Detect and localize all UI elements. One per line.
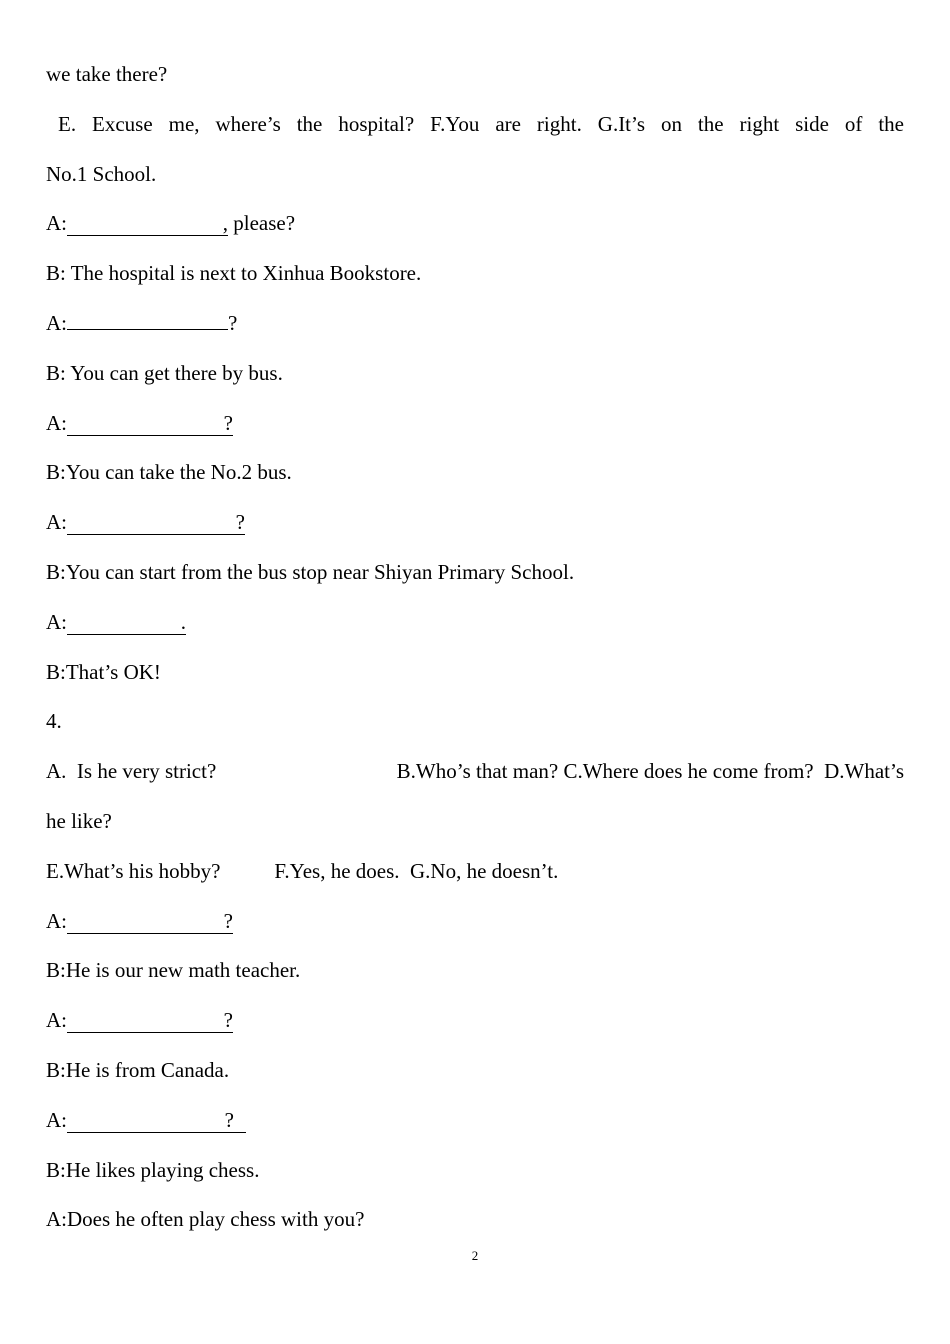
answer-options-line bbox=[46, 747, 904, 797]
dialogue-line: B: You can get there by bus. bbox=[46, 360, 283, 385]
speaker-label: A: bbox=[46, 908, 67, 933]
speaker-label: A: bbox=[46, 1008, 67, 1033]
options-f-g: F.Yes, he does. G.No, he doesn’t. bbox=[274, 858, 559, 883]
speaker-label: A: bbox=[46, 410, 67, 435]
dialogue-line: B:He is from Canada. bbox=[46, 1057, 230, 1082]
dialogue-line: B:You can take the No.2 bus. bbox=[46, 460, 292, 485]
dialogue-line bbox=[46, 498, 904, 548]
answer-options-line bbox=[46, 847, 904, 897]
dialogue-line bbox=[46, 299, 904, 349]
dialogue-line: B:He is our new math teacher. bbox=[46, 958, 301, 983]
dialogue-line: A:Does he often play chess with you? bbox=[46, 1207, 365, 1232]
fill-blank[interactable]: ? bbox=[67, 911, 233, 934]
dialogue-line bbox=[46, 1096, 904, 1146]
text-line: No.1 School. bbox=[46, 161, 157, 186]
fill-blank[interactable]: , bbox=[67, 213, 228, 236]
speaker-label: A: bbox=[46, 609, 67, 634]
page-number: 2 bbox=[471, 1248, 479, 1263]
fill-blank[interactable]: ? bbox=[67, 413, 233, 436]
text-line: we take there? bbox=[46, 62, 168, 86]
option-e: E.What’s his hobby? bbox=[46, 858, 221, 883]
dialogue-line bbox=[46, 598, 904, 648]
dialogue-line: B:He likes playing chess. bbox=[46, 1157, 260, 1182]
question-number: 4. bbox=[46, 709, 62, 734]
dialogue-line: B:That’s OK! bbox=[46, 659, 161, 684]
options-b-to-d: B.Who’s that man? C.Where does he come from? D.What’s bbox=[396, 759, 904, 784]
fill-blank[interactable]: ? bbox=[67, 1110, 246, 1133]
dialogue-line: B:You can start from the bus stop near Shiyan Primary School. bbox=[46, 559, 575, 584]
answer-options-line: E. Excuse me, where’s the hospital? F.You are right. G.It’s on the right side of the bbox=[58, 111, 904, 136]
dialogue-line bbox=[46, 399, 904, 449]
speaker-label: A: bbox=[46, 211, 67, 236]
speaker-label: A: bbox=[46, 510, 67, 535]
fill-blank[interactable]: ? bbox=[67, 512, 245, 535]
fill-blank[interactable]: ? bbox=[67, 1010, 233, 1033]
dialogue-line bbox=[46, 199, 904, 249]
text-fragment: ? bbox=[228, 310, 238, 335]
option-a: A. Is he very strict? bbox=[46, 759, 217, 784]
worksheet-page bbox=[46, 50, 904, 1245]
fill-blank[interactable]: . bbox=[67, 612, 186, 635]
dialogue-line bbox=[46, 897, 904, 947]
dialogue-line bbox=[46, 996, 904, 1046]
text-fragment: please? bbox=[228, 211, 296, 236]
dialogue-line: B: The hospital is next to Xinhua Bookstore. bbox=[46, 261, 422, 286]
fill-blank[interactable] bbox=[67, 307, 228, 330]
speaker-label: A: bbox=[46, 310, 67, 335]
text-line: he like? bbox=[46, 808, 112, 833]
speaker-label: A: bbox=[46, 1107, 67, 1132]
